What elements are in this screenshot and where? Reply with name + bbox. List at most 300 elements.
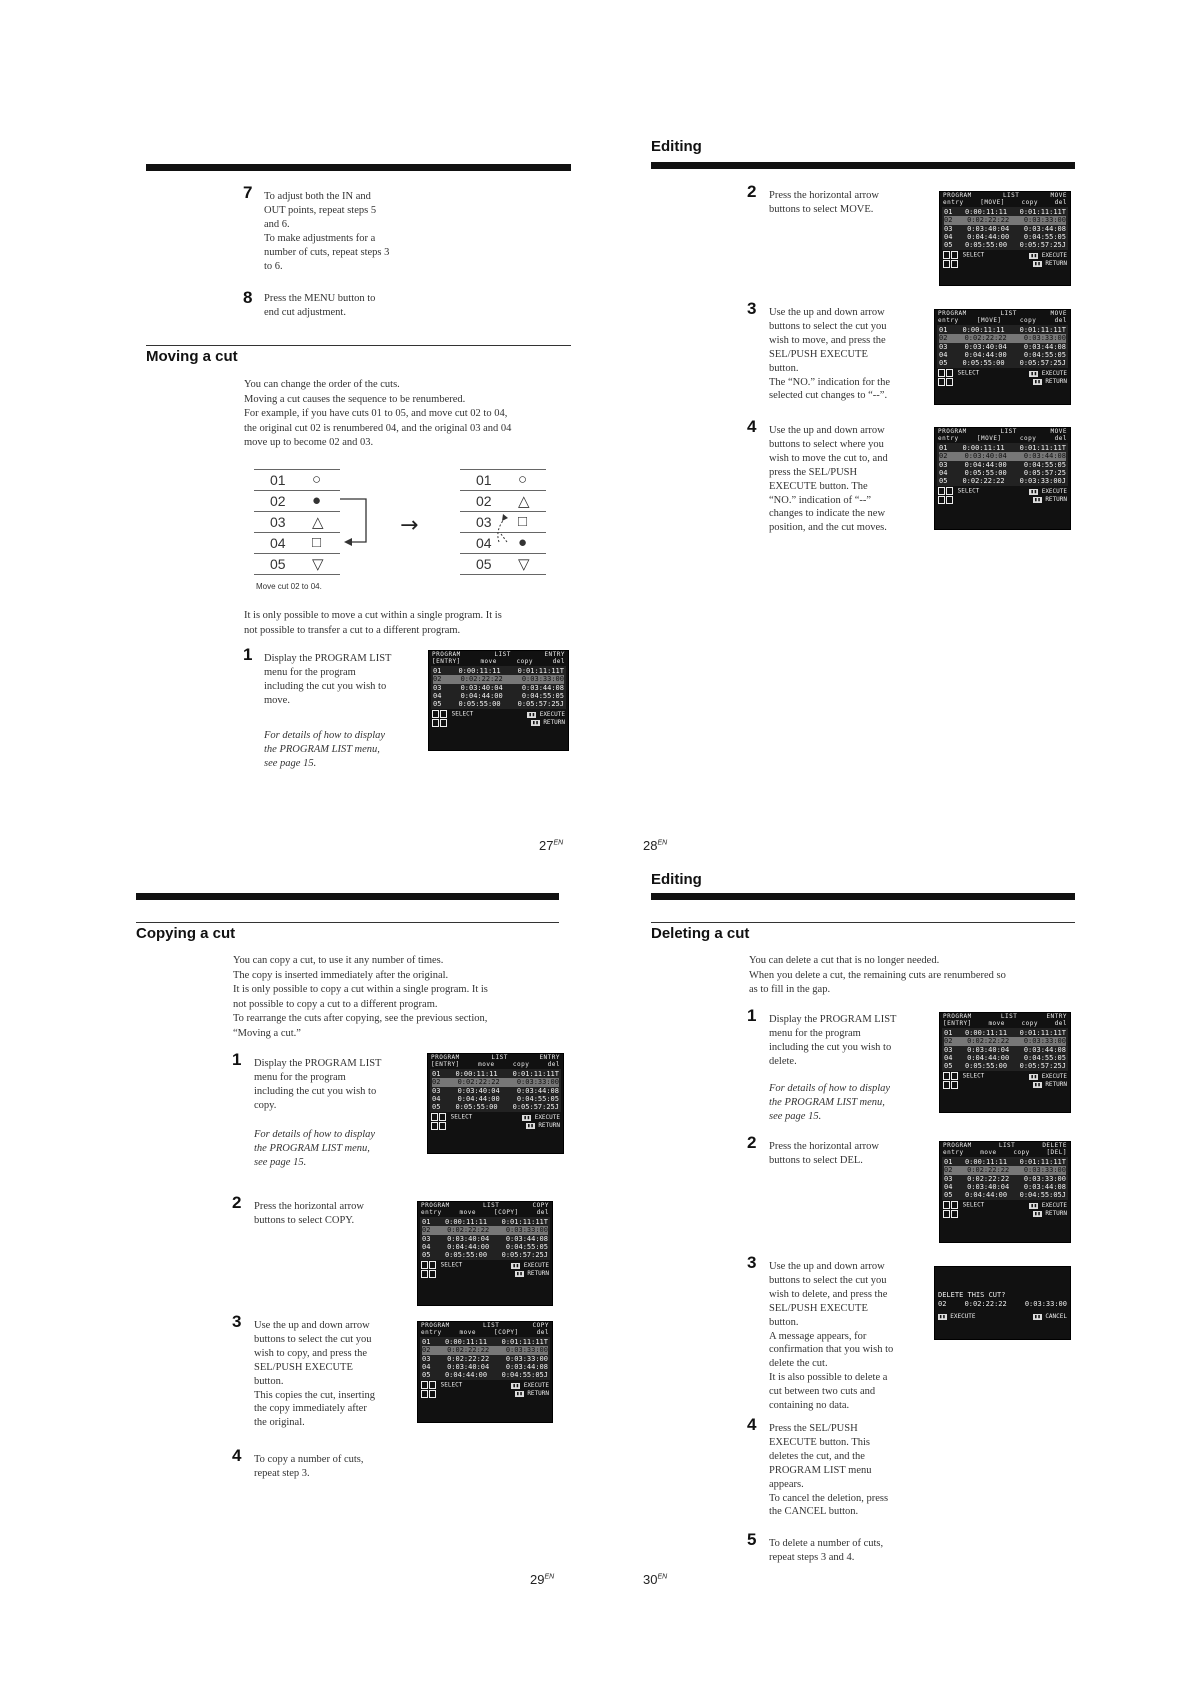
screen-cut-cell: 0:02:22:22: [967, 1174, 1010, 1183]
screen-cut-cell: 0:02:22:22: [967, 1166, 1010, 1175]
p30-step2-text: Press the horizontal arrow buttons to select DEL.: [769, 1141, 879, 1166]
arrow-keys-icon: [943, 260, 959, 269]
screen-cut-row: [944, 1183, 1066, 1191]
select-label: [938, 369, 979, 378]
page-lang: EN: [553, 839, 564, 847]
screen-cut-cell: 0:00:11:11: [455, 1070, 498, 1078]
screen-cut-cell: 05: [944, 241, 953, 250]
page-number-27: [539, 838, 563, 853]
arrow-keys-icon: [431, 1113, 447, 1122]
screen-cut-row: [944, 1158, 1066, 1166]
delete-confirm-row: [935, 1300, 1070, 1309]
p29-step4-num: 4: [232, 1446, 242, 1465]
p29-step3-num: 3: [232, 1312, 242, 1331]
screen-cut-row: [422, 1338, 548, 1346]
screen-cut-row: [432, 1078, 559, 1086]
screen-mode-tab: move: [459, 1209, 476, 1216]
screen-mode-tab: del: [536, 1209, 549, 1216]
screen-cut-row: [432, 1095, 559, 1103]
screen-cut-row: [944, 208, 1066, 216]
cut-table-before: [254, 469, 340, 575]
screen-footer-row: [418, 1381, 552, 1390]
screen-cut-cell: 0:03:44:08: [1023, 342, 1066, 351]
screen-mode-tab: entry: [943, 1149, 964, 1156]
screen-cut-row: [939, 477, 1066, 485]
screen-title-cell: LIST: [1000, 310, 1017, 317]
screen-cut-cell: 0:02:22:22: [967, 216, 1010, 225]
p28-header: Editing: [651, 138, 702, 155]
cut-number: 02: [938, 1300, 947, 1308]
p28-step2-text: Press the horizontal arrow buttons to select MOVE.: [769, 190, 879, 215]
screen-cut-cell: 04: [944, 232, 953, 241]
screen-cut-cell: 0:04:44:00: [457, 1094, 500, 1103]
screen-title-row: [940, 192, 1070, 199]
screen-title-row: [418, 1322, 552, 1329]
select-text: SELECT: [451, 710, 474, 718]
program-list-screen: [939, 1141, 1071, 1243]
screen-cut-cell: 0:05:57:25J: [512, 1103, 559, 1112]
screen-cut-cell: 04: [432, 1094, 441, 1103]
screen-mode-tab: del: [1054, 199, 1067, 206]
screen-mode-tab: copy: [1021, 199, 1038, 206]
key-icon: ▮▮: [939, 1314, 946, 1320]
screen-cut-cell: 0:04:44:00: [964, 350, 1007, 359]
screen-cut-row: [432, 1103, 559, 1111]
screen-cut-row: [422, 1251, 548, 1259]
p27-step8-text: Press the MENU button to end cut adjustment.: [264, 293, 376, 318]
p28-step4-num: 4: [747, 417, 757, 436]
screen-cut-cell: 0:03:40:04: [964, 342, 1007, 351]
screen-cut-cell: 0:03:33:00: [1023, 216, 1066, 225]
cut-row: [460, 554, 546, 575]
screen-cut-row: [422, 1243, 548, 1251]
screen-mode-tab: del: [1054, 1020, 1067, 1027]
screen-title-cell: LIST: [491, 1054, 508, 1061]
cut-num: 04: [270, 535, 286, 551]
screen-cut-cell: 04: [422, 1362, 431, 1371]
page-number: 27: [539, 838, 554, 853]
execute-text: EXECUTE: [1041, 251, 1067, 259]
screen-cut-cell: 0:05:55:00: [964, 241, 1008, 250]
cut-symbol: □: [518, 513, 528, 530]
arrow-keys-icon: [943, 1201, 959, 1210]
screen-mode-row: [429, 658, 568, 665]
program-list-screen: [934, 309, 1071, 405]
screen-cut-cell: 0:01:11:11T: [512, 1070, 559, 1078]
cut-num: 03: [270, 514, 286, 530]
screen-cut-cell: 0:03:40:04: [967, 1182, 1010, 1191]
cut-row: [254, 533, 340, 554]
screen-mode-row: [940, 199, 1070, 206]
p27-top-rule: [146, 164, 571, 171]
screen-cut-row: [433, 692, 564, 700]
execute-text: EXECUTE: [1041, 487, 1067, 495]
screen-cut-cell: 0:04:55:05: [1023, 232, 1066, 241]
screen-cut-cell: 0:02:22:22: [447, 1346, 490, 1355]
screen-cut-cell: 03: [944, 1045, 953, 1054]
screen-mode-row: [935, 435, 1070, 442]
select-label: [431, 1113, 472, 1122]
p28-step2-num: 2: [747, 182, 757, 201]
return-label: [1033, 1210, 1067, 1218]
screen-cut-cell: 0:05:57:25: [1023, 468, 1066, 477]
screen-cut-row: [944, 1029, 1066, 1037]
p29-step4-text: To copy a number of cuts, repeat step 3.: [254, 1454, 364, 1479]
screen-cut-cell: 0:00:11:11: [458, 667, 501, 675]
return-label: [515, 1270, 549, 1278]
screen-cut-cell: 05: [433, 700, 442, 709]
screen-cut-cell: 0:03:44:08: [1023, 1182, 1066, 1191]
select-text: SELECT: [962, 251, 985, 259]
p30-step1-num: 1: [747, 1006, 757, 1025]
screen-title-row: [935, 428, 1070, 435]
screen-cut-row: [432, 1087, 559, 1095]
screen-mode-tab: entry: [421, 1329, 442, 1336]
key-icon: ▮▮: [1030, 1202, 1038, 1209]
key-icon: ▮▮: [1034, 497, 1041, 504]
p29-top-rule: [136, 893, 559, 900]
screen-cut-row: [944, 216, 1066, 224]
screen-cut-row: [422, 1371, 548, 1379]
screen-cut-row: [939, 343, 1066, 351]
screen-footer-row: [428, 1122, 563, 1131]
screen-footer-row: [935, 378, 1070, 387]
p30-step3-text: Use the up and down arrow buttons to select the cut you wish to delete, and press the SEL/PUSH EXECUTE button. A message appears, for confirmation that you wish to delete the cut. It is also possible to delete a cut between two cuts and containing no data.: [769, 1261, 894, 1412]
screen-cut-cell: 0:05:57:25J: [1019, 1062, 1066, 1071]
screen-cut-list: [420, 1337, 550, 1380]
screen-cut-row: [944, 233, 1066, 241]
screen-cut-list: [420, 1217, 550, 1260]
screen-cut-cell: 0:04:44:00: [967, 1053, 1010, 1062]
program-list-screen: [427, 1053, 564, 1154]
cut-symbol: ▽: [518, 556, 530, 573]
cut-row: [254, 470, 340, 491]
screen-cut-cell: 0:04:44:00: [460, 691, 503, 700]
screen-cut-cell: 0:00:11:11: [962, 444, 1005, 452]
p27-step1-text: Display the PROGRAM LIST menu for the program including the cut you wish to move.: [264, 653, 392, 706]
screen-cut-cell: 02: [422, 1226, 431, 1235]
return-text: RETURN: [1045, 1081, 1067, 1089]
screen-cut-cell: 0:01:11:11T: [501, 1338, 548, 1346]
p29-section-rule: [136, 922, 559, 923]
screen-cut-cell: 0:02:22:22: [447, 1354, 490, 1363]
key-icon: ▮▮: [512, 1262, 520, 1269]
screen-cut-row: [432, 1070, 559, 1078]
execute-text: EXECUTE: [534, 1113, 560, 1121]
screen-cut-cell: 0:03:40:04: [967, 1045, 1010, 1054]
screen-cut-row: [944, 1046, 1066, 1054]
screen-title-cell: LIST: [1000, 428, 1017, 435]
screen-cut-cell: 01: [422, 1218, 431, 1226]
screen-cut-row: [422, 1226, 548, 1234]
screen-mode-tab: [MOVE]: [980, 199, 1005, 206]
screen-footer-row: [429, 719, 568, 728]
execute-text: EXECUTE: [950, 1313, 976, 1320]
program-list-screen: [934, 427, 1071, 530]
execute-label: [1029, 370, 1067, 378]
screen-cut-list: [942, 1028, 1068, 1071]
select-text: SELECT: [957, 369, 980, 377]
screen-cut-cell: 0:04:44:00: [444, 1371, 488, 1380]
arrow-keys-icon: [421, 1261, 437, 1270]
screen-title-cell: COPY: [532, 1202, 549, 1209]
screen-footer-row: [935, 369, 1070, 378]
cut-symbol: ○: [518, 471, 528, 488]
screen-cut-cell: 0:05:57:25J: [1019, 359, 1066, 368]
p27-step7-num: 7: [243, 183, 253, 202]
screen-footer-row: [940, 1201, 1070, 1210]
cut-symbol: □: [312, 534, 322, 551]
screen-footer-row: [940, 1210, 1070, 1219]
screen-cut-cell: 0:04:44:00: [447, 1242, 490, 1251]
screen-title-row: [935, 310, 1070, 317]
page-number-30: [643, 1572, 667, 1587]
select-label: [943, 1072, 984, 1081]
screen-title-cell: MOVE: [1050, 310, 1067, 317]
screen-title-cell: MOVE: [1050, 428, 1067, 435]
screen-cut-row: [422, 1346, 548, 1354]
screen-title-cell: DELETE: [1042, 1142, 1067, 1149]
select-text: SELECT: [962, 1072, 985, 1080]
screen-cut-cell: 0:03:33:00: [516, 1078, 559, 1087]
screen-cut-cell: 0:03:40:04: [447, 1234, 490, 1243]
return-label: [515, 1390, 549, 1398]
page-number: 29: [530, 1572, 545, 1587]
screen-mode-tab: [ENTRY]: [432, 658, 461, 665]
screen-cut-row: [939, 326, 1066, 334]
execute-label: [527, 711, 565, 719]
execute-text: EXECUTE: [1041, 369, 1067, 377]
screen-mode-tab: [COPY]: [493, 1329, 519, 1336]
cut-num: 02: [476, 493, 492, 509]
cut-symbol: ▽: [312, 556, 324, 573]
p30-step3-num: 3: [747, 1253, 757, 1272]
screen-cut-cell: 0:03:40:04: [460, 683, 503, 692]
screen-cut-list: [430, 1069, 561, 1112]
return-label: [526, 1122, 560, 1130]
key-icon: ▮▮: [1034, 1211, 1041, 1218]
select-label: [421, 1381, 462, 1390]
screen-cut-row: [944, 241, 1066, 249]
screen-cut-cell: 0:02:22:22: [967, 1037, 1010, 1046]
screen-mode-tab: del: [536, 1329, 549, 1336]
cut-num: 05: [476, 556, 492, 572]
execute-text: EXECUTE: [539, 710, 565, 718]
p27-step7-text: To adjust both the IN and OUT points, repeat steps 5 and 6. To make adjustments for a number of cuts, repeat steps 3 to 6.: [264, 191, 390, 272]
screen-cut-row: [422, 1355, 548, 1363]
p30-header: Editing: [651, 871, 702, 888]
move-bracket-icon: [336, 478, 376, 550]
screen-mode-tab: [DEL]: [1046, 1149, 1067, 1156]
key-icon: ▮▮: [1030, 1073, 1038, 1080]
screen-cut-cell: 0:03:33:00: [521, 675, 564, 684]
screen-cut-cell: 0:03:40:04: [967, 224, 1010, 233]
screen-cut-list: [937, 443, 1068, 486]
delete-confirm-title: DELETE THIS CUT?: [938, 1291, 1006, 1299]
delete-confirm-screen: [934, 1266, 1071, 1340]
screen-cut-cell: 0:03:33:00: [1023, 334, 1066, 343]
screen-cut-cell: 0:05:55:00: [455, 1103, 498, 1112]
screen-cut-cell: 05: [939, 359, 948, 368]
p30-step2-num: 2: [747, 1133, 757, 1152]
screen-mode-tab: move: [480, 658, 497, 665]
screen-title-row: [418, 1202, 552, 1209]
screen-cut-row: [939, 444, 1066, 452]
screen-cut-cell: 0:02:22:22: [460, 675, 503, 684]
screen-cut-cell: 01: [939, 444, 948, 452]
screen-cut-row: [433, 684, 564, 692]
screen-mode-tab: del: [1054, 317, 1067, 324]
p29-intro: You can copy a cut, to use it any number of times. The copy is inserted immediately after the original. It is only possible to copy a cut within a single program. It is not possible to copy a cut to a different program. To rearrange the cuts after copying, see the previous section, “Moving a cut.”: [233, 955, 488, 1039]
p30-step1-ref: For details of how to display the PROGRAM LIST menu, see page 15.: [769, 1083, 891, 1122]
p28-top-rule: [651, 162, 1075, 169]
screen-title-cell: COPY: [532, 1322, 549, 1329]
return-text: RETURN: [527, 1270, 549, 1278]
screen-title-cell: LIST: [998, 1142, 1016, 1149]
arrow-keys-icon: [432, 719, 448, 728]
screen-cut-cell: 0:03:44:08: [1023, 1045, 1066, 1054]
cut-row: [254, 491, 340, 512]
screen-cut-row: [944, 1054, 1066, 1062]
screen-cut-cell: 02: [939, 334, 948, 343]
cut-num: 04: [476, 535, 492, 551]
cut-symbol: △: [312, 514, 324, 531]
screen-cut-cell: 04: [944, 1053, 953, 1062]
screen-cut-cell: 0:03:33:00: [505, 1354, 548, 1363]
screen-mode-tab: del: [552, 658, 565, 665]
move-arrow-icon: →: [400, 513, 419, 538]
program-list-screen: [417, 1201, 553, 1306]
screen-mode-tab: copy: [1021, 1020, 1038, 1027]
p27-intro: You can change the order of the cuts. Moving a cut causes the sequence to be renumbered. For example, if you have cuts 01 to 05, and move cut 02 to 04, the original cut 02 is renumbered 04, and the original 03 and 04 move up to become 02 and 03.: [244, 379, 512, 449]
screen-mode-row: [935, 317, 1070, 324]
execute-label: [1029, 1202, 1067, 1210]
arrow-keys-icon: [943, 1081, 959, 1090]
return-text: RETURN: [538, 1122, 560, 1130]
screen-footer-row: [940, 1072, 1070, 1081]
screen-cut-cell: 03: [939, 460, 948, 469]
cut-symbol: ●: [312, 492, 322, 509]
p27-section-rule: [146, 345, 571, 346]
screen-mode-tab: del: [1054, 435, 1067, 442]
screen-mode-tab: copy: [1019, 435, 1037, 442]
p27-step1-num: 1: [243, 645, 253, 664]
p29-step2-num: 2: [232, 1193, 242, 1212]
screen-footer-row: [428, 1113, 563, 1122]
screen-cut-cell: 0:03:33:00: [1023, 1174, 1066, 1183]
screen-cut-cell: 0:01:11:11T: [501, 1218, 548, 1226]
p27-section-title: Moving a cut: [146, 348, 238, 365]
select-label: [943, 251, 984, 260]
cut-symbol: △: [518, 493, 530, 510]
key-icon: ▮▮: [1034, 261, 1041, 268]
screen-title-cell: PROGRAM: [938, 310, 967, 317]
p28-step4-text: Use the up and down arrow buttons to select where you wish to move the cut to, and press the SEL/PUSH EXECUTE button. The “NO.” indication of “--” changes to indicate the new position, and the cut moves.: [769, 425, 888, 534]
screen-title-cell: ENTRY: [544, 651, 565, 658]
reorder-arrows-icon: [493, 508, 513, 552]
screen-cut-cell: 01: [944, 208, 953, 216]
screen-cut-cell: 01: [433, 667, 442, 675]
screen-cut-cell: 0:01:11:11T: [1019, 1029, 1066, 1037]
screen-cut-cell: 0:02:22:22: [962, 477, 1005, 486]
screen-cut-cell: 0:00:11:11: [962, 326, 1005, 334]
screen-cut-cell: 03: [939, 342, 948, 351]
screen-cut-cell: 0:00:11:11: [444, 1338, 488, 1346]
screen-cut-cell: 03: [944, 224, 953, 233]
select-text: SELECT: [440, 1381, 463, 1389]
screen-title-row: [940, 1142, 1070, 1149]
screen-cut-row: [944, 1037, 1066, 1045]
screen-cut-cell: 0:01:11:11T: [517, 667, 564, 675]
program-list-screen: [939, 1012, 1071, 1113]
program-list-screen: [428, 650, 569, 751]
cut-row: [254, 554, 340, 575]
p30-step1-text: Display the PROGRAM LIST menu for the program including the cut you wish to delete.: [769, 1014, 897, 1067]
screen-cut-cell: 0:04:44:00: [967, 232, 1010, 241]
screen-mode-tab: entry: [943, 199, 964, 206]
screen-footer-row: [418, 1261, 552, 1270]
cut-num: 03: [476, 514, 492, 530]
return-text: RETURN: [1045, 378, 1067, 386]
cut-num: 02: [270, 493, 286, 509]
cut-row: [460, 470, 546, 491]
p30-section-rule: [651, 922, 1075, 923]
screen-cut-cell: 0:05:57:25J: [501, 1251, 548, 1260]
p28-step3-text: Use the up and down arrow buttons to select the cut you wish to move, and press the SEL/PUSH EXECUTE button. The “NO.” indication for the selected cut changes to “--”.: [769, 307, 890, 402]
screen-cut-cell: 0:03:33:00: [505, 1226, 548, 1235]
screen-cut-cell: 0:05:55:00: [964, 1062, 1008, 1071]
screen-title-row: [428, 1054, 563, 1061]
screen-title-cell: PROGRAM: [943, 1142, 972, 1149]
screen-cut-cell: 0:05:55:00: [964, 468, 1007, 477]
screen-footer-row: [940, 251, 1070, 260]
screen-cut-cell: 0:01:11:11T: [1019, 1158, 1066, 1166]
screen-cut-cell: 02: [944, 216, 953, 225]
screen-cut-cell: 0:03:44:08: [505, 1234, 548, 1243]
screen-cut-cell: 01: [432, 1070, 441, 1078]
screen-mode-tab: move: [459, 1329, 476, 1336]
arrow-keys-icon: [938, 369, 954, 378]
page-lang: EN: [657, 1573, 668, 1581]
arrow-keys-icon: [421, 1270, 437, 1279]
p30-intro: You can delete a cut that is no longer needed. When you delete a cut, the remaining cuts are renumbered so as to fill in the gap.: [749, 955, 1006, 996]
key-icon: ▮▮: [516, 1391, 523, 1398]
arrow-keys-icon: [421, 1390, 437, 1399]
screen-title-cell: PROGRAM: [943, 1013, 972, 1020]
screen-title-row: [940, 1013, 1070, 1020]
delete-confirm-footer: [935, 1313, 1070, 1321]
screen-title-cell: LIST: [1000, 1013, 1018, 1020]
screen-cut-cell: 02: [944, 1037, 953, 1046]
page-number-29: [530, 1572, 554, 1587]
page-lang: EN: [657, 839, 668, 847]
screen-cut-row: [944, 1166, 1066, 1174]
screen-cut-cell: 02: [939, 452, 948, 461]
select-label: [943, 1201, 984, 1210]
screen-cut-cell: 0:02:22:22: [447, 1226, 490, 1235]
page-number-28: [643, 838, 667, 853]
screen-spacer: [935, 1267, 1070, 1289]
key-icon: ▮▮: [532, 720, 539, 727]
execute-label: [522, 1114, 560, 1122]
screen-title-cell: LIST: [494, 651, 511, 658]
screen-cut-cell: 05: [422, 1371, 431, 1380]
select-text: SELECT: [957, 487, 980, 495]
screen-cut-cell: 05: [422, 1251, 431, 1260]
execute-label: [938, 1313, 976, 1321]
execute-text: EXECUTE: [523, 1381, 549, 1389]
arrow-keys-icon: [432, 710, 448, 719]
